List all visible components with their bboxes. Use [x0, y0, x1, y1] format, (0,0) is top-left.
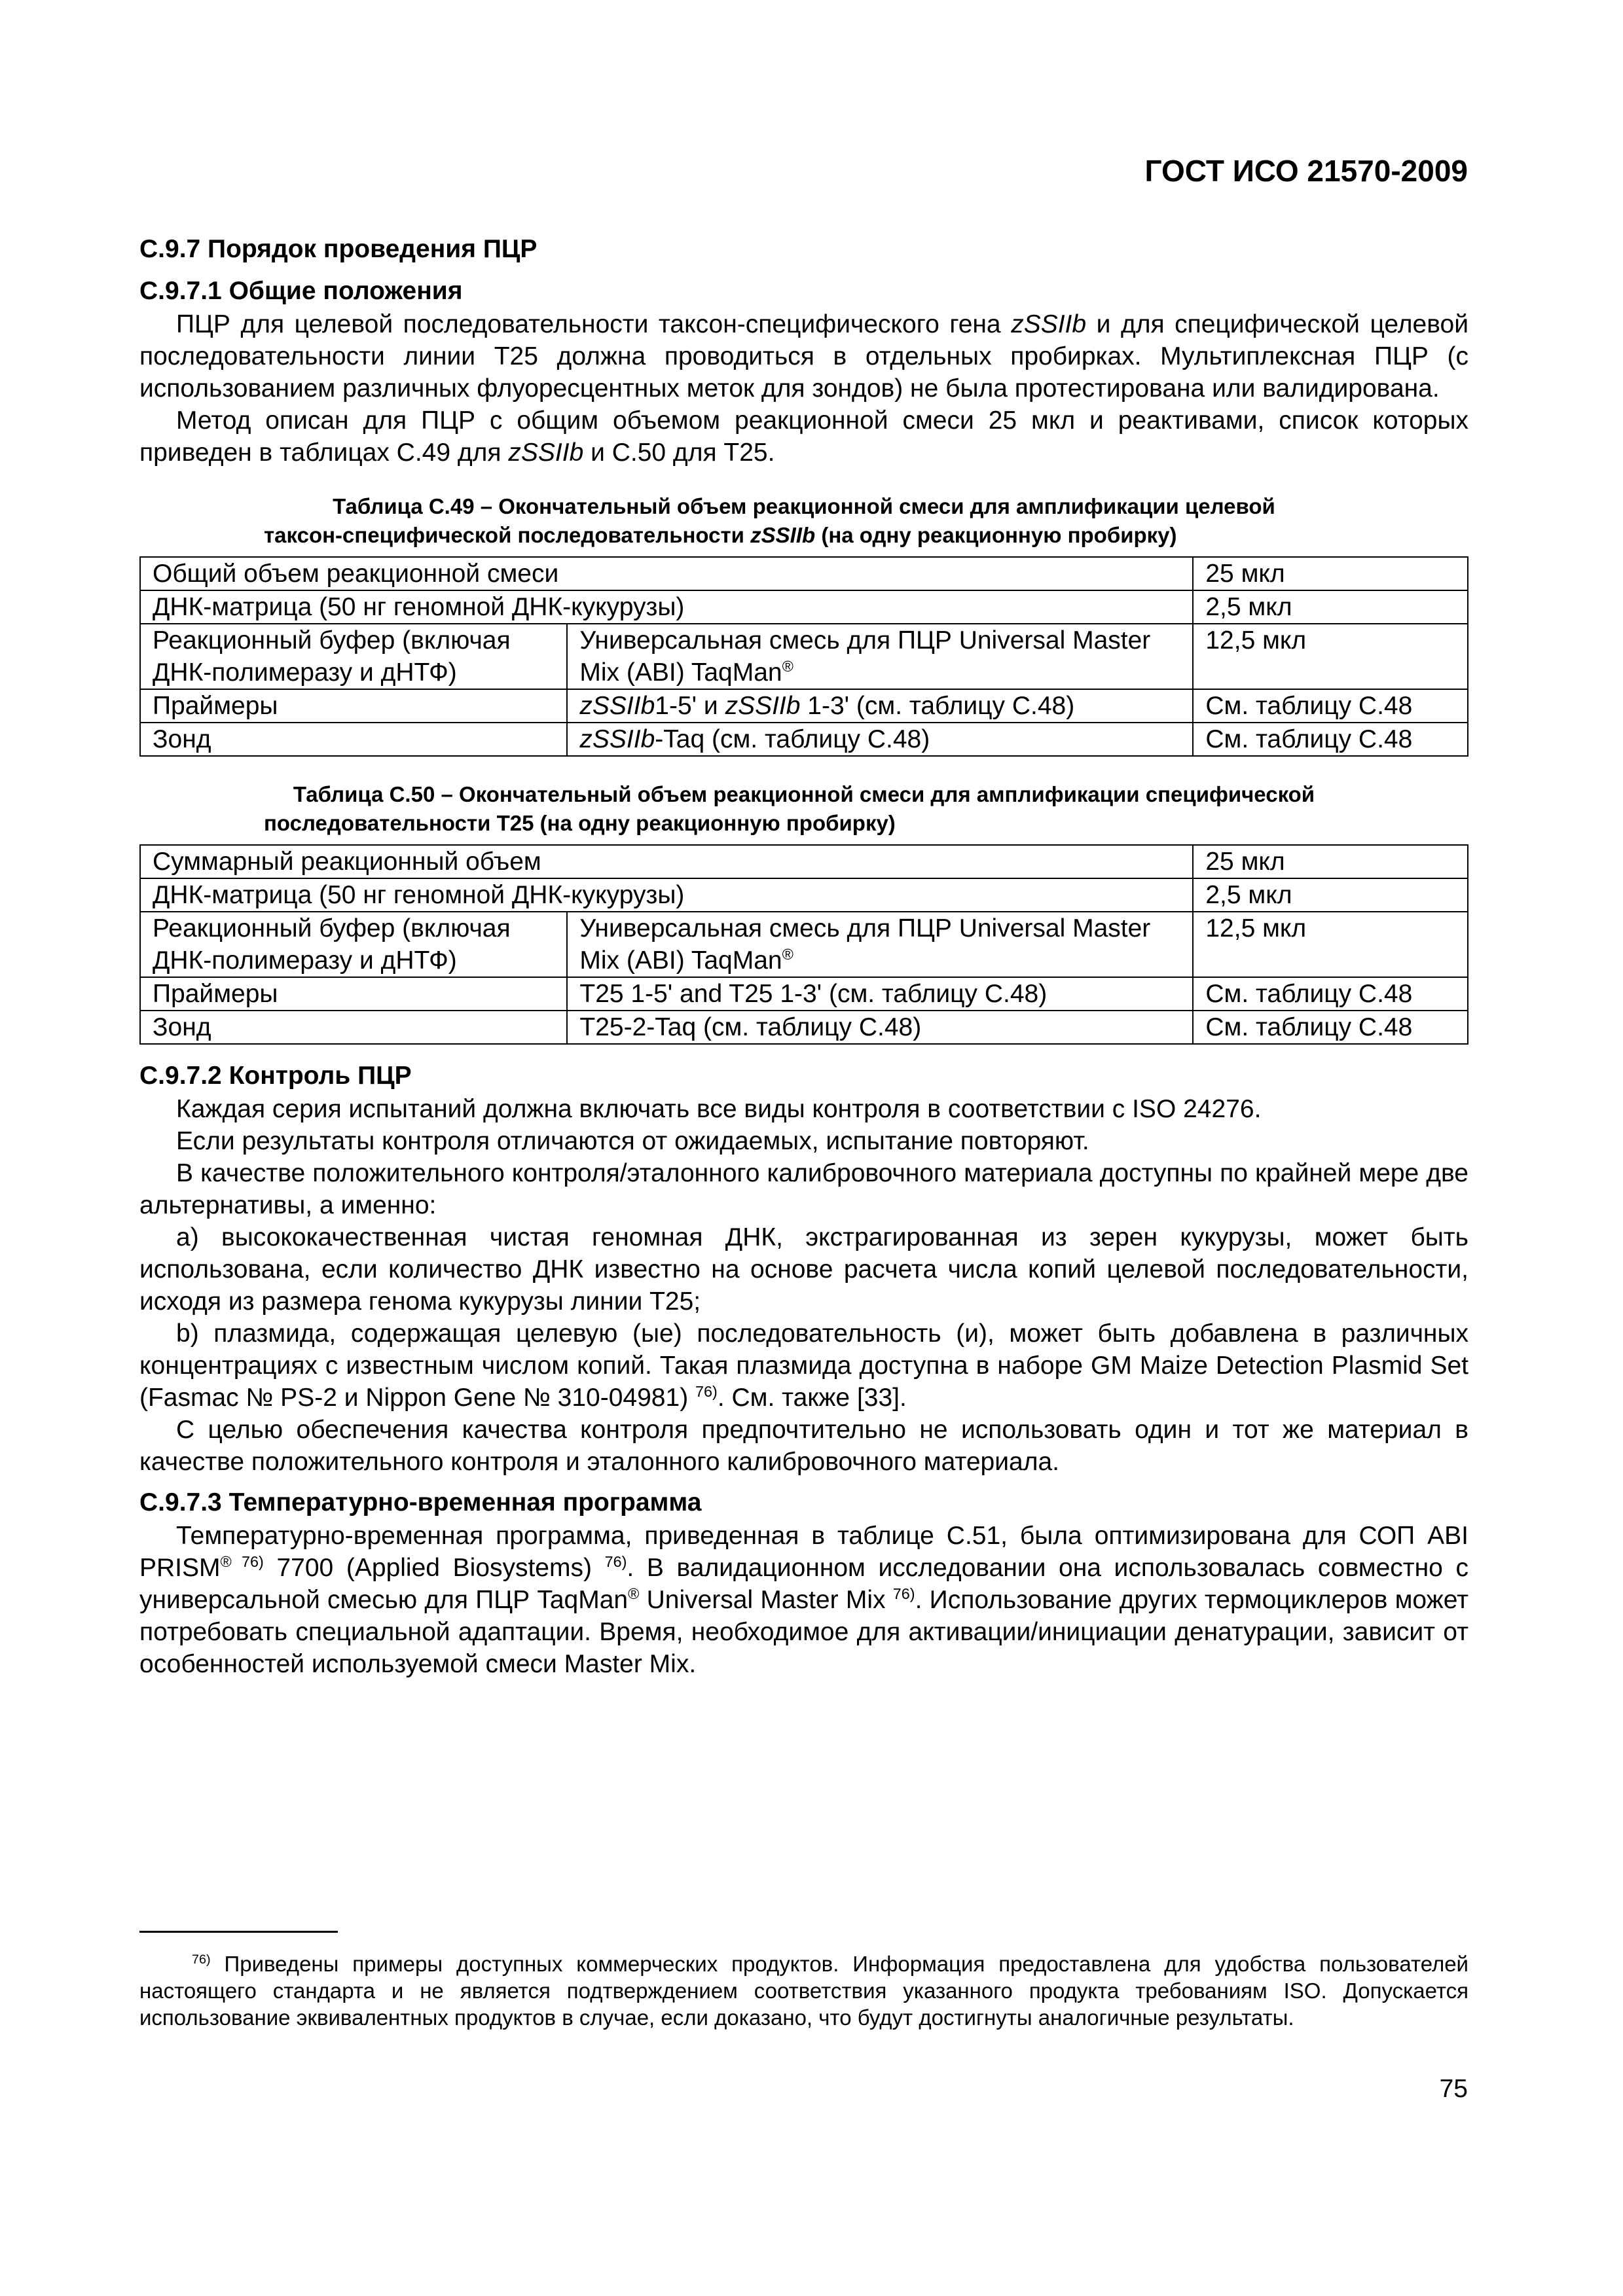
table-cell: Общий объем реакционной смеси — [140, 557, 1193, 590]
gene-name: zSSIIb — [750, 523, 816, 547]
gene-name: zSSIIb — [1011, 310, 1087, 338]
table-cell: 12,5 мкл — [1193, 624, 1468, 689]
cell-text: Универсальная смесь для ПЦР Universal Master Mix (ABI) TaqMan — [579, 626, 1151, 687]
paragraph-text: и С.50 для Т25. — [583, 439, 775, 467]
paragraph-text: 7700 (Applied Biosystems) — [263, 1554, 605, 1582]
table-row — [140, 1011, 1468, 1044]
section-heading-c971: С.9.7.1 Общие положения — [139, 277, 463, 305]
paragraph-control-b — [139, 1318, 1468, 1414]
registered-mark: ® — [628, 1585, 640, 1602]
table-cell: См. таблицу С.48 — [1193, 689, 1468, 723]
paragraph-general-1 — [139, 308, 1468, 404]
paragraph-text: . См. также [33]. — [717, 1384, 907, 1412]
paragraph-text: и для специфической целевой последовательности линии Т25 должна проводиться в отдельных пробирках. Мультиплексная ПЦР (с использованием различных флуоресцентных меток для зондов) не была протестирована или валидирована. — [139, 310, 1468, 403]
table-cell: См. таблицу С.48 — [1193, 977, 1468, 1011]
caption-line-1: Таблица С.50 – Окончательный объем реакционной смеси для амплификации специфической — [293, 782, 1315, 806]
paragraph-text: b) плазмида, содержащая целевую (ые) последовательность (и), может быть добавлена в различных концентрациях с известным числом копий. Такая плазмида доступна в наборе GM Maize Detection Plasmid Set (Fasmac № PS-2 и Nippon Gene № 310-04981) — [139, 1319, 1468, 1412]
caption-line-2 — [139, 521, 1468, 550]
footnote-ref: 76) — [695, 1383, 718, 1400]
table-cell: Реакционный буфер (включая ДНК-полимеразу и дНТФ) — [140, 912, 567, 977]
table-cell: 12,5 мкл — [1193, 912, 1468, 977]
page-content — [139, 232, 1468, 1680]
table-c49 — [139, 556, 1468, 757]
table-cell: ДНК-матрица (50 нг геномной ДНК-кукурузы) — [140, 590, 1193, 624]
table-row — [140, 590, 1468, 624]
paragraph-control-a: а) высококачественная чистая геномная ДНК, экстрагированная из зерен кукурузы, может быть использована, если количество ДНК известно на основе расчета числа копий целевой последовательности, исходя из размера генома кукурузы линии Т25; — [139, 1223, 1468, 1316]
section-heading-c972: С.9.7.2 Контроль ПЦР — [139, 1062, 412, 1090]
table-cell: См. таблицу С.48 — [1193, 1011, 1468, 1044]
gene-name: zSSIIb — [579, 725, 655, 753]
paragraph-text: Universal Master Mix — [639, 1586, 893, 1614]
table-cell: Зонд — [140, 723, 567, 756]
paragraph-control-2: Если результаты контроля отличаются от ожидаемых, испытание повторяют. — [176, 1127, 1089, 1155]
table-cell: ДНК-матрица (50 нг геномной ДНК-кукурузы) — [140, 878, 1193, 912]
footnote-text: Приведены примеры доступных коммерческих продуктов. Информация предоставлена для удобства пользователей настоящего стандарта и не является подтверждением соответствия указанного продукта требованиям ISO. Допускается использование эквивалентных продуктов в случае, если доказано, что будут достигнуты аналогичные результаты. — [139, 1952, 1468, 2030]
page-number: 75 — [1439, 2075, 1468, 2103]
table-cell — [567, 723, 1193, 756]
footnote-separator — [139, 1931, 338, 1933]
paragraph-control-3: В качестве положительного контроля/эталонного калибровочного материала доступны по крайней мере две альтернативы, а именно: — [139, 1159, 1468, 1219]
table-cell: Суммарный реакционный объем — [140, 845, 1193, 878]
paragraph-text: . В валидационном исследовании она использовалась совместно с универсальной смесью для ПЦР TaqMan — [139, 1554, 1469, 1614]
table-c50-caption — [139, 780, 1468, 838]
table-c49-caption — [139, 492, 1468, 550]
cell-text: Универсальная смесь для ПЦР Universal Master Mix (ABI) TaqMan — [579, 914, 1151, 975]
gene-name: zSSIIb — [725, 692, 801, 720]
paragraph-text: Температурно-временная программа, приведенная в таблице С.51, была оптимизирована для СОП ABI PRISM — [139, 1522, 1468, 1582]
paragraph-text: Метод описан для ПЦР с общим объемом реакционной смеси 25 мкл и реактивами, список которых приведен в таблицах С.49 для — [139, 406, 1468, 467]
footnote-ref: 76) — [604, 1553, 627, 1570]
table-c50 — [139, 844, 1468, 1045]
table-cell: См. таблицу С.48 — [1193, 723, 1468, 756]
document-id: ГОСТ ИСО 21570-2009 — [1144, 154, 1468, 188]
table-row — [140, 878, 1468, 912]
gene-name: zSSIIb — [579, 692, 655, 720]
caption-line-2: последовательности Т25 (на одну реакционную пробирку) — [264, 811, 896, 835]
table-cell — [567, 912, 1193, 977]
table-cell: 25 мкл — [1193, 845, 1468, 878]
table-cell: Зонд — [140, 1011, 567, 1044]
table-cell: 25 мкл — [1193, 557, 1468, 590]
paragraph-control-4: С целью обеспечения качества контроля предпочтительно не использовать один и тот же материал в качестве положительного контроля и эталонного калибровочного материала. — [139, 1416, 1468, 1476]
table-row — [140, 689, 1468, 723]
footnote-ref: ® 76) — [220, 1553, 264, 1570]
gene-name: zSSIIb — [508, 439, 584, 467]
table-cell: Т25-2-Taq (см. таблицу С.48) — [567, 1011, 1193, 1044]
table-row — [140, 557, 1468, 590]
table-cell: Т25 1-5' and T25 1-3' (см. таблицу С.48) — [567, 977, 1193, 1011]
cell-text: 1-3' (см. таблицу С.48) — [800, 692, 1075, 720]
caption-text: таксон-специфической последовательности — [264, 523, 751, 547]
footnote-ref: 76) — [892, 1585, 915, 1602]
table-cell: 2,5 мкл — [1193, 590, 1468, 624]
paragraph-text: . Использование других термоциклеров может потребовать специальной адаптации. Время, необходимое для активации/инициации денатурации, зависит от особенностей используемой смеси Master Mix. — [139, 1586, 1468, 1678]
table-row — [140, 977, 1468, 1011]
footnote — [139, 1950, 1468, 2031]
registered-mark: ® — [782, 946, 793, 963]
table-row — [140, 845, 1468, 878]
registered-mark: ® — [782, 658, 793, 675]
paragraph-text: ПЦР для целевой последовательности таксон-специфического гена — [176, 310, 1012, 338]
table-row — [140, 912, 1468, 977]
paragraph-control-1: Каждая серия испытаний должна включать все виды контроля в соответствии с ISO 24276. — [176, 1095, 1262, 1123]
paragraph-general-2 — [139, 404, 1468, 469]
caption-text: (на одну реакционную пробирку) — [815, 523, 1177, 547]
table-cell: Праймеры — [140, 689, 567, 723]
cell-text: 1-5' и — [655, 692, 725, 720]
paragraph-program — [139, 1520, 1468, 1680]
table-cell — [567, 689, 1193, 723]
section-heading-c973: С.9.7.3 Температурно-временная программа — [139, 1488, 702, 1516]
table-cell: 2,5 мкл — [1193, 878, 1468, 912]
footnote-marker: 76) — [192, 1952, 211, 1967]
table-cell — [567, 624, 1193, 689]
table-row — [140, 624, 1468, 689]
table-cell: Праймеры — [140, 977, 567, 1011]
table-cell: Реакционный буфер (включая ДНК-полимеразу и дНТФ) — [140, 624, 567, 689]
caption-line-1: Таблица С.49 – Окончательный объем реакционной смеси для амплификации целевой — [333, 494, 1275, 518]
table-row — [140, 723, 1468, 756]
section-heading-c97: С.9.7 Порядок проведения ПЦР — [139, 235, 538, 263]
cell-text: -Taq (см. таблицу С.48) — [655, 725, 930, 753]
